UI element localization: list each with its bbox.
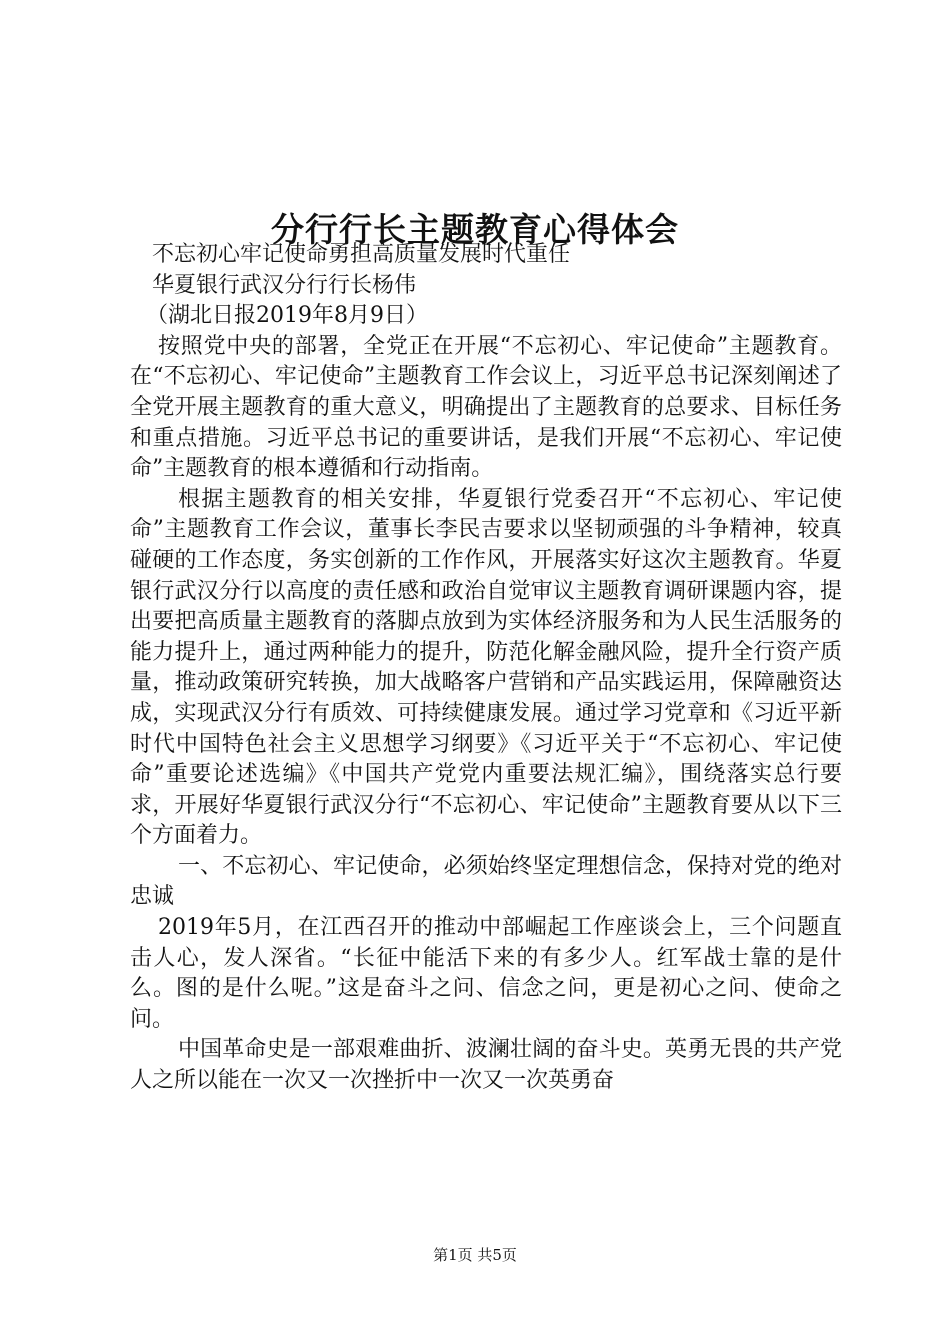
paragraph: 根据主题教育的相关安排，华夏银行党委召开“不忘初心、牢记使命”主题教育工作会议，董事长李民吉要求以坚韧顽强的斗争精神，较真碰硬的工作态度，务实创新的工作作风，开展落实好这次主题教育。华夏银行武汉分行以高度的责任感和政治自觉审议主题教育调研课题内容，提出要把高质量主题教育的落脚点放到为实体经济服务和为人民生活服务的能力提升上，通过两种能力的提升，防范化解金融风险，提升全行资产质量，推动政策研究转换，加大战略客户营销和产品实践运用，保障融资达成，实现武汉分行有质效、可持续健康发展。通过学习党章和《习近平新时代中国特色社会主义思想学习纲要》《习近平关于“不忘初心、牢记使命”重要论述选编》《中国共产党党内重要法规汇编》，围绕落实总行要求，开展好华夏银行武汉分行“不忘初心、牢记使命”主题教育要从以下三个方面着力。	[130, 486, 842, 849]
paragraph: 按照党中央的部署，全党正在开展“不忘初心、牢记使命”主题教育。在“不忘初心、牢记使命”主题教育工作会议上，习近平总书记深刻阐述了全党开展主题教育的重大意义，明确提出了主题教育的总要求、目标任务和重点措施。习近平总书记的重要讲话，是我们开展“不忘初心、牢记使命”主题教育的根本遵循和行动指南。	[130, 333, 842, 482]
author-line: 华夏银行武汉分行行长杨伟	[152, 272, 417, 298]
source-line: （湖北日报2019年8月9日）	[146, 303, 428, 329]
document-body	[130, 240, 842, 1097]
subtitle: 不忘初心牢记使命勇担高质量发展时代重任	[152, 242, 571, 267]
document-title: 分行行长主题教育心得体会	[271, 210, 679, 250]
paragraph: 中国革命史是一部艰难曲折、波澜壮阔的奋斗史。英勇无畏的共产党人之所以能在一次又一次挫折中一次又一次英勇奋	[130, 1037, 842, 1094]
page-number: 第1页 共5页	[433, 1246, 517, 1264]
section-heading: 一、不忘初心、牢记使命，必须始终坚定理想信念，保持对党的绝对忠诚	[130, 853, 842, 910]
paragraph: 2019年5月，在江西召开的推动中部崛起工作座谈会上，三个问题直击人心，发人深省。“长征中能活下来的有多少人。红军战士靠的是什么。图的是什么呢。”这是奋斗之问、信念之问，更是初心之问、使命之问。	[130, 915, 842, 1032]
